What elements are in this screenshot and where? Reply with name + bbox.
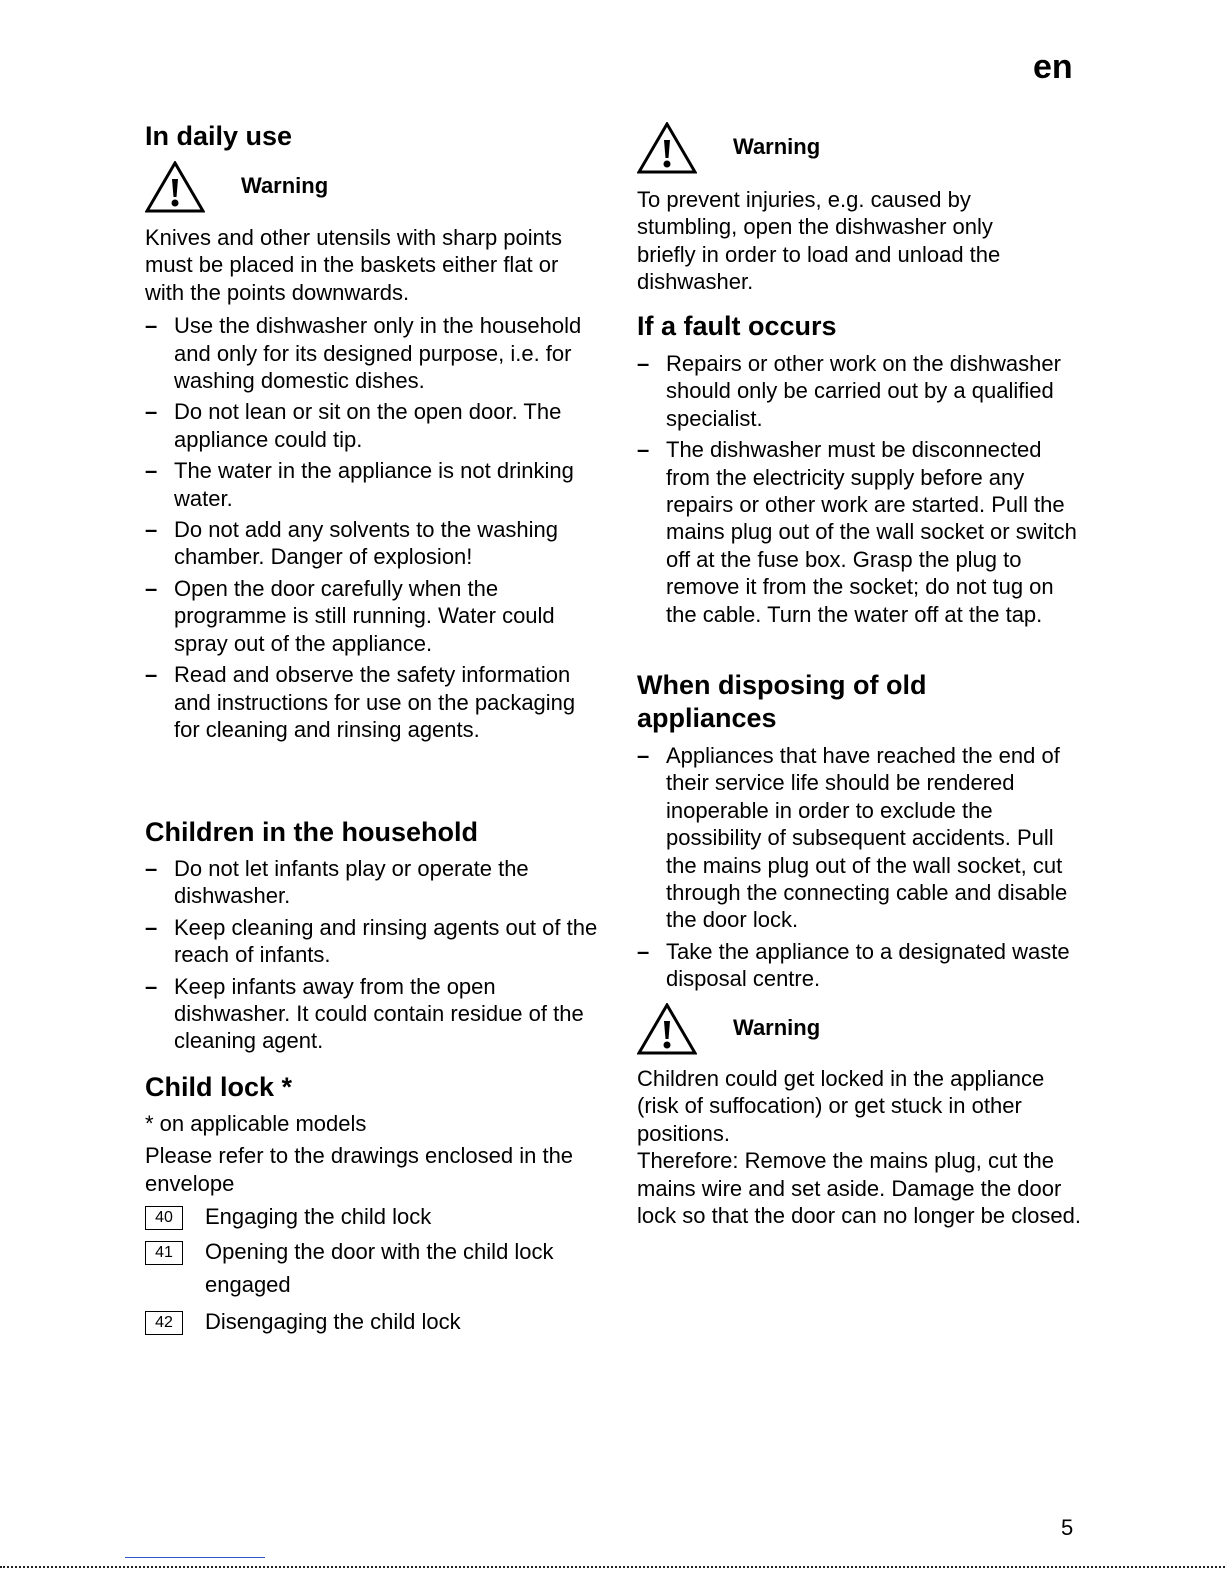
warning-label: Warning [733,133,821,159]
applicable-note: * on applicable models [145,1111,367,1136]
warning-block [637,1003,1087,1055]
warning-triangle-icon [637,122,697,174]
child-lock-section [145,1071,600,1342]
disposal-list [637,742,1087,993]
list-item: – Do not add any solvents to the washing chamber. Danger of explosion! [145,517,559,570]
fault-section [637,310,1087,632]
disposal-section [637,669,1087,997]
list-item: – Appliances that have reached the end of their service life should be rendered inoperable in order to exclude the possibility of subsequent accidents. Pull the mains plug out of the wall socket, cut through the connecting cable and disable the door lock. [637,743,1068,933]
figure-reference: 41 Opening the door with the child lock engaged [145,1238,600,1301]
drawings-intro: Please refer to the drawings enclosed in the envelope [145,1143,574,1196]
children-list [145,855,600,1055]
warning-text: Children could get locked in the appliance (risk of suffocation) or get stuck in other positions. [637,1066,1045,1146]
list-item: – Open the door carefully when the programme is still running. Water could spray out of the appliance. [145,575,555,656]
list-item: – Use the dishwasher only in the household and only for its designed purpose, i.e. for washing domestic dishes. [145,313,582,394]
children-section [145,816,600,1059]
left-column [145,120,600,747]
warning-label: Warning [241,172,329,198]
divider [0,1566,1225,1568]
warning-triangle-icon [637,1003,697,1055]
list-item: – Do not let infants play or operate the dishwasher. [145,856,529,909]
section-heading-disposal: When disposing of old appliances [637,670,927,733]
right-column [637,122,1087,296]
warning-label: Warning [733,1014,821,1040]
section-heading-fault: If a fault occurs [637,311,837,341]
warning-triangle-icon [145,161,205,213]
warning-text: Knives and other utensils with sharp points must be placed in the baskets either flat or with the points downwards. [145,225,563,305]
warning-block-2 [637,1003,1087,1229]
figure-reference: 42 Disengaging the child lock [145,1308,600,1335]
fault-list [637,350,1087,628]
list-item: – Read and observe the safety information and instructions for use on the packaging for cleaning and rinsing agents. [145,662,576,742]
list-item: – Do not lean or sit on the open door. The appliance could tip. [145,399,562,452]
page-number: 5 [1061,1515,1074,1540]
section-heading-child-lock: Child lock * [145,1072,293,1102]
list-item: – Keep cleaning and rinsing agents out of the reach of infants. [145,914,598,968]
daily-use-list [145,312,600,743]
list-item: – Repairs or other work on the dishwasher should only be carried out by a qualified specialist. [637,351,1061,431]
list-item: – Take the appliance to a designated waste disposal centre. [637,938,1070,992]
language-code: en [1033,48,1073,86]
list-item: – The dishwasher must be disconnected from the electricity supply before any repairs or other work are started. Pull the mains plug out of the wall socket or switch off at the fuse box. Grasp the plug to remove it from the socket; do not tug on the cable. Turn the water off at the tap. [637,437,1077,627]
section-heading-daily-use: In daily use [145,121,293,151]
list-item: – The water in the appliance is not drinking water. [145,458,574,511]
list-item: – Keep infants away from the open dishwasher. It could contain residue of the cleaning agent. [145,973,584,1054]
warning-text: To prevent injuries, e.g. caused by stumbling, open the dishwasher only briefly in order to load and unload the dishwasher. [637,187,1001,295]
warning-text: Therefore: Remove the mains plug, cut the mains wire and set aside. Damage the door lock so that the door can no longer be closed. [637,1148,1081,1229]
warning-block [145,161,600,213]
figure-reference: 40 Engaging the child lock [145,1203,600,1230]
divider [125,1557,265,1558]
warning-block [637,122,1087,174]
section-heading-children: Children in the household [145,817,478,847]
